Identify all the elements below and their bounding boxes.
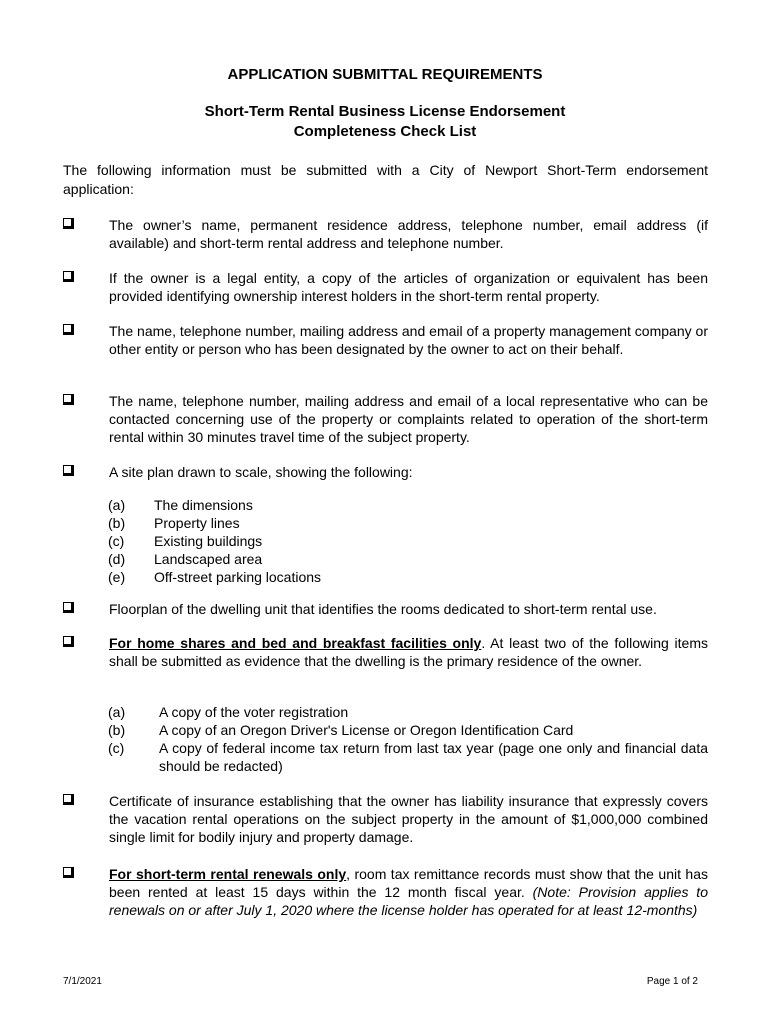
list-text: A copy of an Oregon Driver's License or Oregon Identification Card: [159, 722, 574, 738]
checklist-item-text: The name, telephone number, mailing address and email of a property management company or other entity or person who has been designated by the owner to act on their behalf.: [109, 323, 708, 357]
emphasis-heading: For short-term rental renewals only: [109, 866, 347, 882]
checkbox-icon[interactable]: [63, 867, 74, 878]
list-text: Existing buildings: [154, 533, 263, 549]
checkbox-icon[interactable]: [63, 394, 74, 405]
list-text: The dimensions: [154, 497, 253, 513]
list-text: A copy of federal income tax return from last tax year (page one only and financial data should be redacted): [159, 740, 708, 774]
list-label: (e): [108, 569, 126, 585]
checkbox-icon[interactable]: [63, 636, 74, 647]
checkbox-icon[interactable]: [63, 465, 74, 476]
checkbox-icon[interactable]: [63, 271, 74, 282]
checkbox-icon[interactable]: [63, 794, 74, 805]
list-label: (b): [108, 722, 126, 738]
document-title: APPLICATION SUBMITTAL REQUIREMENTS: [227, 66, 543, 83]
list-text: Landscaped area: [154, 551, 263, 567]
item-body: . At least two of the following items shall be submitted as evidence that the dwelling is the primary residence of the owner.: [109, 635, 708, 669]
footer-date: 7/1/2021: [63, 976, 102, 987]
item-note: (Note: Provision applies to renewals on or after July 1, 2020 where the license holder has operated for at least 12-months): [109, 884, 708, 918]
checklist-item-text: [109, 634, 708, 670]
checkbox-icon[interactable]: [63, 602, 74, 613]
checklist-item-text: [109, 865, 708, 919]
list-text: Property lines: [154, 515, 240, 531]
footer-page-number: Page 1 of 2: [646, 976, 698, 987]
document-subtitle: Short-Term Rental Business License Endorsement: [204, 103, 566, 120]
list-label: (a): [108, 704, 126, 720]
intro-paragraph: The following information must be submitted with a City of Newport Short-Term endorsement application:: [63, 162, 708, 197]
checklist-item-text: The name, telephone number, mailing address and email of a local representative who can be contacted concerning use of the property or complaints related to operation of the short-term rental within 30 minutes travel time of the subject property.: [109, 393, 708, 445]
checklist-item-text: The owner’s name, permanent residence address, telephone number, email address (if available) and short-term rental address and telephone number.: [109, 217, 708, 251]
checkbox-icon[interactable]: [63, 218, 74, 229]
list-text: Off-street parking locations: [154, 569, 322, 585]
emphasis-heading: For home shares and bed and breakfast facilities only: [109, 635, 482, 651]
list-label: (c): [108, 740, 125, 756]
checklist-item-text: If the owner is a legal entity, a copy of the articles of organization or equivalent has been provided identifying ownership interest holders in the short-term rental property.: [109, 270, 708, 304]
list-label: (d): [108, 551, 126, 567]
checklist-item-text: Certificate of insurance establishing that the owner has liability insurance that expressly covers the vacation rental operations on the subject property in the amount of $1,000,000 combined single limit for bodily injury and property damage.: [109, 793, 708, 845]
checklist-item-text: Floorplan of the dwelling unit that identifies the rooms dedicated to short-term rental use.: [109, 601, 657, 617]
checklist-item-text: A site plan drawn to scale, showing the following:: [109, 464, 413, 480]
list-label: (a): [108, 497, 126, 513]
list-label: (c): [108, 533, 125, 549]
checkbox-icon[interactable]: [63, 324, 74, 335]
list-label: (b): [108, 515, 126, 531]
document-subtitle-2: Completeness Check List: [293, 123, 477, 140]
list-text: A copy of the voter registration: [159, 704, 349, 720]
item-body: , room tax remittance records must show that the unit has been rented at least 15 days within the 12 month fiscal year.: [109, 866, 708, 900]
